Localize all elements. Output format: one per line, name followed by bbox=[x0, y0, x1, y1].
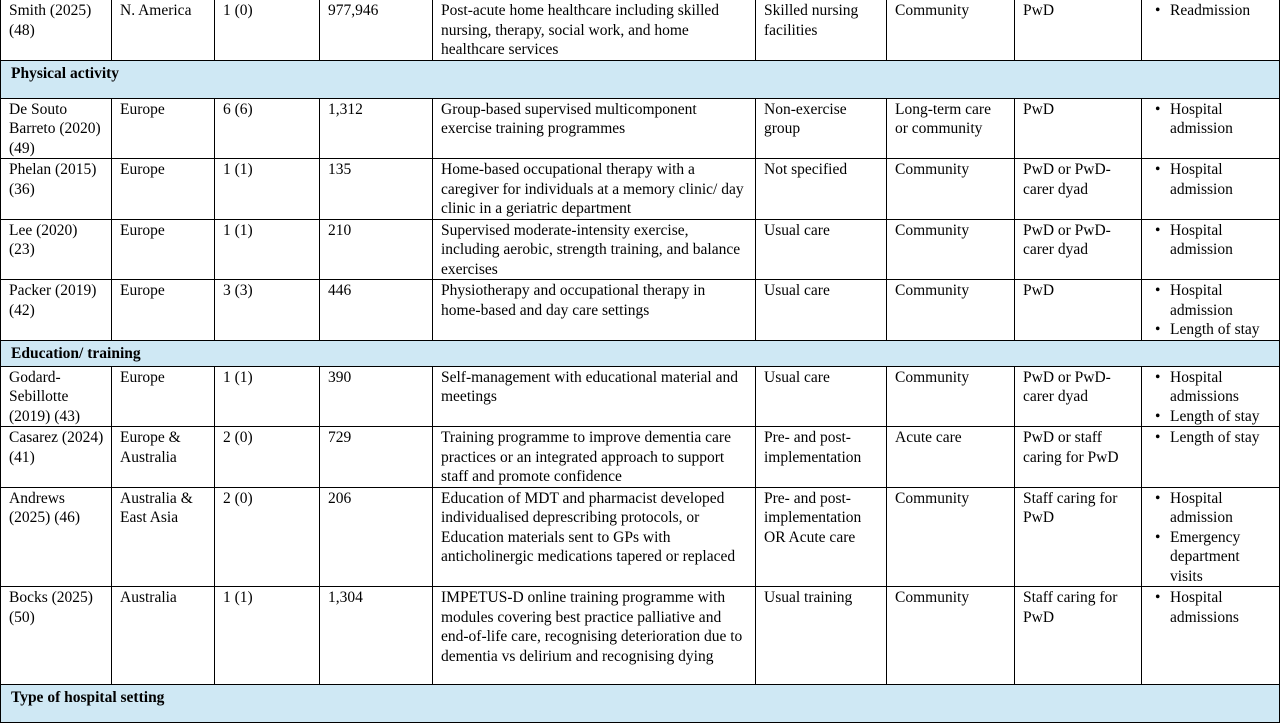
comparator-cell: Skilled nursing facilities bbox=[756, 0, 887, 60]
studies-count-cell: 1 (0) bbox=[215, 0, 320, 60]
studies-count-cell: 2 (0) bbox=[215, 487, 320, 587]
table-row bbox=[1, 280, 1280, 341]
outcomes-list bbox=[1150, 281, 1272, 340]
table-row bbox=[1, 0, 1280, 60]
outcome-item: • Emergency department visits bbox=[1150, 528, 1272, 587]
participants-cell: 977,946 bbox=[320, 0, 433, 60]
intervention-cell: Education of MDT and pharmacist developed individualised deprescribing protocols, or Education materials sent to GPs with anticholinergic medications tapered or replaced bbox=[433, 487, 756, 587]
outcome-item: • Readmission bbox=[1150, 1, 1272, 21]
outcomes-cell bbox=[1142, 219, 1280, 280]
outcomes-list bbox=[1150, 100, 1272, 139]
section-header-row bbox=[1, 340, 1280, 366]
population-cell: PwD or PwD-carer dyad bbox=[1015, 159, 1142, 220]
intervention-cell: Post-acute home healthcare including skilled nursing, therapy, social work, and home healthcare services bbox=[433, 0, 756, 60]
participants-cell: 206 bbox=[320, 487, 433, 587]
section-header-row bbox=[1, 60, 1280, 98]
population-cell: Staff caring for PwD bbox=[1015, 587, 1142, 685]
intervention-cell: Physiotherapy and occupational therapy in home-based and day care settings bbox=[433, 280, 756, 341]
outcome-item: • Hospital admission bbox=[1150, 281, 1272, 320]
table-body bbox=[1, 0, 1280, 723]
setting-cell: Acute care bbox=[887, 427, 1015, 488]
participants-cell: 446 bbox=[320, 280, 433, 341]
study-cell: Godard-Sebillotte (2019) (43) bbox=[1, 366, 112, 427]
outcome-item: • Hospital admissions bbox=[1150, 368, 1272, 407]
setting-cell: Community bbox=[887, 587, 1015, 685]
participants-cell: 390 bbox=[320, 366, 433, 427]
outcome-item: • Hospital admissions bbox=[1150, 588, 1272, 627]
study-cell: Bocks (2025) (50) bbox=[1, 587, 112, 685]
population-cell: PwD bbox=[1015, 280, 1142, 341]
table-row bbox=[1, 427, 1280, 488]
intervention-cell: Training programme to improve dementia care practices or an integrated approach to support staff and promote confidence bbox=[433, 427, 756, 488]
population-cell: PwD or staff caring for PwD bbox=[1015, 427, 1142, 488]
intervention-cell: IMPETUS-D online training programme with modules covering best practice palliative and end-of-life care, recognising deterioration due to dementia vs delirium and recognising dying bbox=[433, 587, 756, 685]
studies-count-cell: 1 (1) bbox=[215, 219, 320, 280]
population-cell: Staff caring for PwD bbox=[1015, 487, 1142, 587]
region-cell: Australia bbox=[112, 587, 215, 685]
population-cell: PwD bbox=[1015, 0, 1142, 60]
table-row bbox=[1, 487, 1280, 587]
outcome-item: • Length of stay bbox=[1150, 428, 1272, 448]
setting-cell: Community bbox=[887, 280, 1015, 341]
table-row bbox=[1, 366, 1280, 427]
outcomes-cell bbox=[1142, 0, 1280, 60]
outcomes-list bbox=[1150, 588, 1272, 627]
participants-cell: 135 bbox=[320, 159, 433, 220]
studies-count-cell: 1 (1) bbox=[215, 366, 320, 427]
table-row bbox=[1, 587, 1280, 685]
outcomes-list bbox=[1150, 221, 1272, 260]
setting-cell: Long-term care or community bbox=[887, 98, 1015, 159]
intervention-cell: Self-management with educational material and meetings bbox=[433, 366, 756, 427]
comparator-cell: Usual care bbox=[756, 219, 887, 280]
outcome-item: • Length of stay bbox=[1150, 320, 1272, 340]
population-cell: PwD bbox=[1015, 98, 1142, 159]
study-cell: Packer (2019) (42) bbox=[1, 280, 112, 341]
comparator-cell: Not specified bbox=[756, 159, 887, 220]
outcomes-list bbox=[1150, 489, 1272, 587]
comparator-cell: Usual care bbox=[756, 366, 887, 427]
outcomes-list bbox=[1150, 1, 1272, 21]
comparator-cell: Usual care bbox=[756, 280, 887, 341]
study-cell: Lee (2020) (23) bbox=[1, 219, 112, 280]
outcome-item: • Length of stay bbox=[1150, 407, 1272, 427]
setting-cell: Community bbox=[887, 487, 1015, 587]
intervention-cell: Home-based occupational therapy with a caregiver for individuals at a memory clinic/ day clinic in a geriatric department bbox=[433, 159, 756, 220]
section-header-row bbox=[1, 685, 1280, 723]
comparator-cell: Non-exercise group bbox=[756, 98, 887, 159]
intervention-cell: Group-based supervised multicomponent exercise training programmes bbox=[433, 98, 756, 159]
outcomes-list bbox=[1150, 368, 1272, 427]
table-row bbox=[1, 219, 1280, 280]
region-cell: Europe bbox=[112, 280, 215, 341]
outcomes-cell bbox=[1142, 427, 1280, 488]
outcomes-cell bbox=[1142, 587, 1280, 685]
outcomes-cell bbox=[1142, 487, 1280, 587]
study-cell: De Souto Barreto (2020)(49) bbox=[1, 98, 112, 159]
outcomes-cell bbox=[1142, 98, 1280, 159]
study-cell: Smith (2025) (48) bbox=[1, 0, 112, 60]
studies-count-cell: 1 (1) bbox=[215, 159, 320, 220]
outcomes-cell bbox=[1142, 366, 1280, 427]
region-cell: N. America bbox=[112, 0, 215, 60]
table-row bbox=[1, 98, 1280, 159]
outcomes-list bbox=[1150, 428, 1272, 448]
setting-cell: Community bbox=[887, 159, 1015, 220]
participants-cell: 1,304 bbox=[320, 587, 433, 685]
region-cell: Europe bbox=[112, 366, 215, 427]
outcome-item: • Hospital admission bbox=[1150, 489, 1272, 528]
outcome-item: • Hospital admission bbox=[1150, 160, 1272, 199]
setting-cell: Community bbox=[887, 366, 1015, 427]
studies-count-cell: 3 (3) bbox=[215, 280, 320, 341]
participants-cell: 729 bbox=[320, 427, 433, 488]
outcome-item: • Hospital admission bbox=[1150, 100, 1272, 139]
region-cell: Europe bbox=[112, 159, 215, 220]
studies-count-cell: 6 (6) bbox=[215, 98, 320, 159]
participants-cell: 210 bbox=[320, 219, 433, 280]
region-cell: Australia & East Asia bbox=[112, 487, 215, 587]
section-header: Education/ training bbox=[1, 340, 1280, 366]
section-header: Physical activity bbox=[1, 60, 1280, 98]
outcomes-cell bbox=[1142, 280, 1280, 341]
studies-count-cell: 1 (1) bbox=[215, 587, 320, 685]
outcomes-cell bbox=[1142, 159, 1280, 220]
table-row bbox=[1, 159, 1280, 220]
region-cell: Europe bbox=[112, 98, 215, 159]
participants-cell: 1,312 bbox=[320, 98, 433, 159]
comparator-cell: Pre- and post-implementation bbox=[756, 427, 887, 488]
setting-cell: Community bbox=[887, 219, 1015, 280]
section-header: Type of hospital setting bbox=[1, 685, 1280, 723]
region-cell: Europe & Australia bbox=[112, 427, 215, 488]
outcome-item: • Hospital admission bbox=[1150, 221, 1272, 260]
studies-count-cell: 2 (0) bbox=[215, 427, 320, 488]
outcomes-list bbox=[1150, 160, 1272, 199]
population-cell: PwD or PwD-carer dyad bbox=[1015, 366, 1142, 427]
study-cell: Casarez (2024) (41) bbox=[1, 427, 112, 488]
comparator-cell: Usual training bbox=[756, 587, 887, 685]
setting-cell: Community bbox=[887, 0, 1015, 60]
intervention-cell: Supervised moderate-intensity exercise, including aerobic, strength training, and balance exercises bbox=[433, 219, 756, 280]
study-cell: Andrews (2025) (46) bbox=[1, 487, 112, 587]
study-cell: Phelan (2015) (36) bbox=[1, 159, 112, 220]
region-cell: Europe bbox=[112, 219, 215, 280]
population-cell: PwD or PwD-carer dyad bbox=[1015, 219, 1142, 280]
comparator-cell: Pre- and post-implementation OR Acute care bbox=[756, 487, 887, 587]
